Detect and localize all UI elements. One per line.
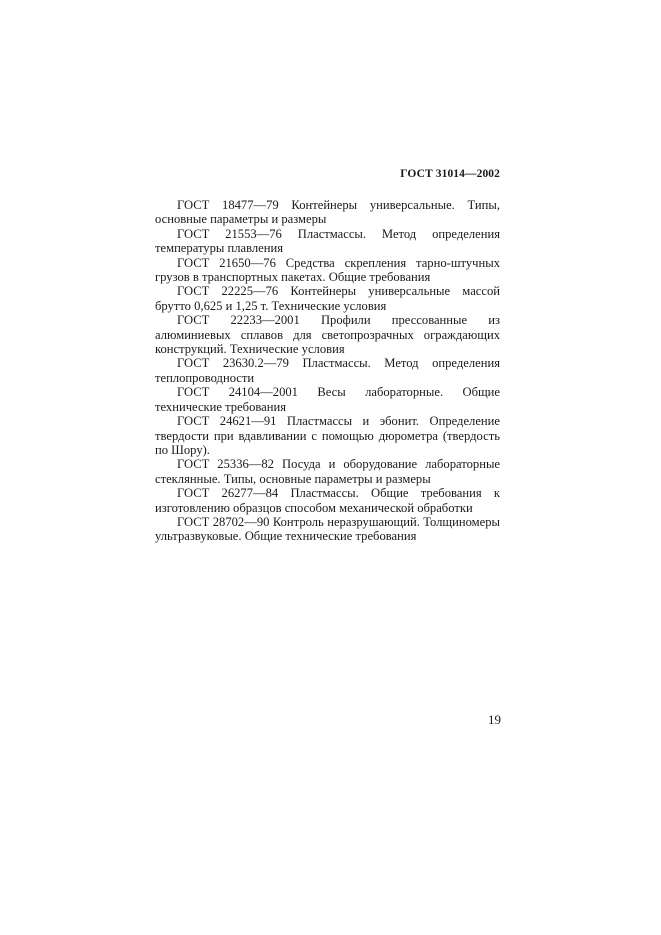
normative-references-list <box>155 198 500 544</box>
reference-item: ГОСТ 24104—2001 Весы лабораторные. Общие технические требования <box>155 385 500 414</box>
reference-item: ГОСТ 22233—2001 Профили прессованные из алюминиевых сплавов для светопрозрачных ограждающих конструкций. Технические условия <box>155 313 500 357</box>
reference-item: ГОСТ 18477—79 Контейнеры универсальные. Типы, основные параметры и размеры <box>155 198 500 227</box>
reference-item: ГОСТ 23630.2—79 Пластмассы. Метод определения теплопроводности <box>155 356 500 385</box>
reference-item: ГОСТ 28702—90 Контроль неразрушающий. Толщиномеры ультразвуковые. Общие технические требования <box>155 514 500 544</box>
reference-item: ГОСТ 24621—91 Пластмассы и эбонит. Определение твердости при вдавливании с помощью дюрометра (твердость по Шору). <box>155 414 500 457</box>
reference-item: ГОСТ 21650—76 Средства скрепления тарно-штучных грузов в транспортных пакетах. Общие требования <box>155 255 500 285</box>
page-number: 19 <box>488 712 501 727</box>
document-code: ГОСТ 31014—2002 <box>400 168 500 180</box>
reference-item: ГОСТ 25336—82 Посуда и оборудование лабораторные стеклянные. Типы, основные параметры и размеры <box>155 457 500 486</box>
reference-item: ГОСТ 21553—76 Пластмассы. Метод определения температуры плавления <box>155 226 500 256</box>
reference-item: ГОСТ 22225—76 Контейнеры универсальные массой брутто 0,625 и 1,25 т. Технические условия <box>155 284 500 313</box>
reference-item: ГОСТ 26277—84 Пластмассы. Общие требования к изготовлению образцов способом механической обработки <box>155 486 500 515</box>
